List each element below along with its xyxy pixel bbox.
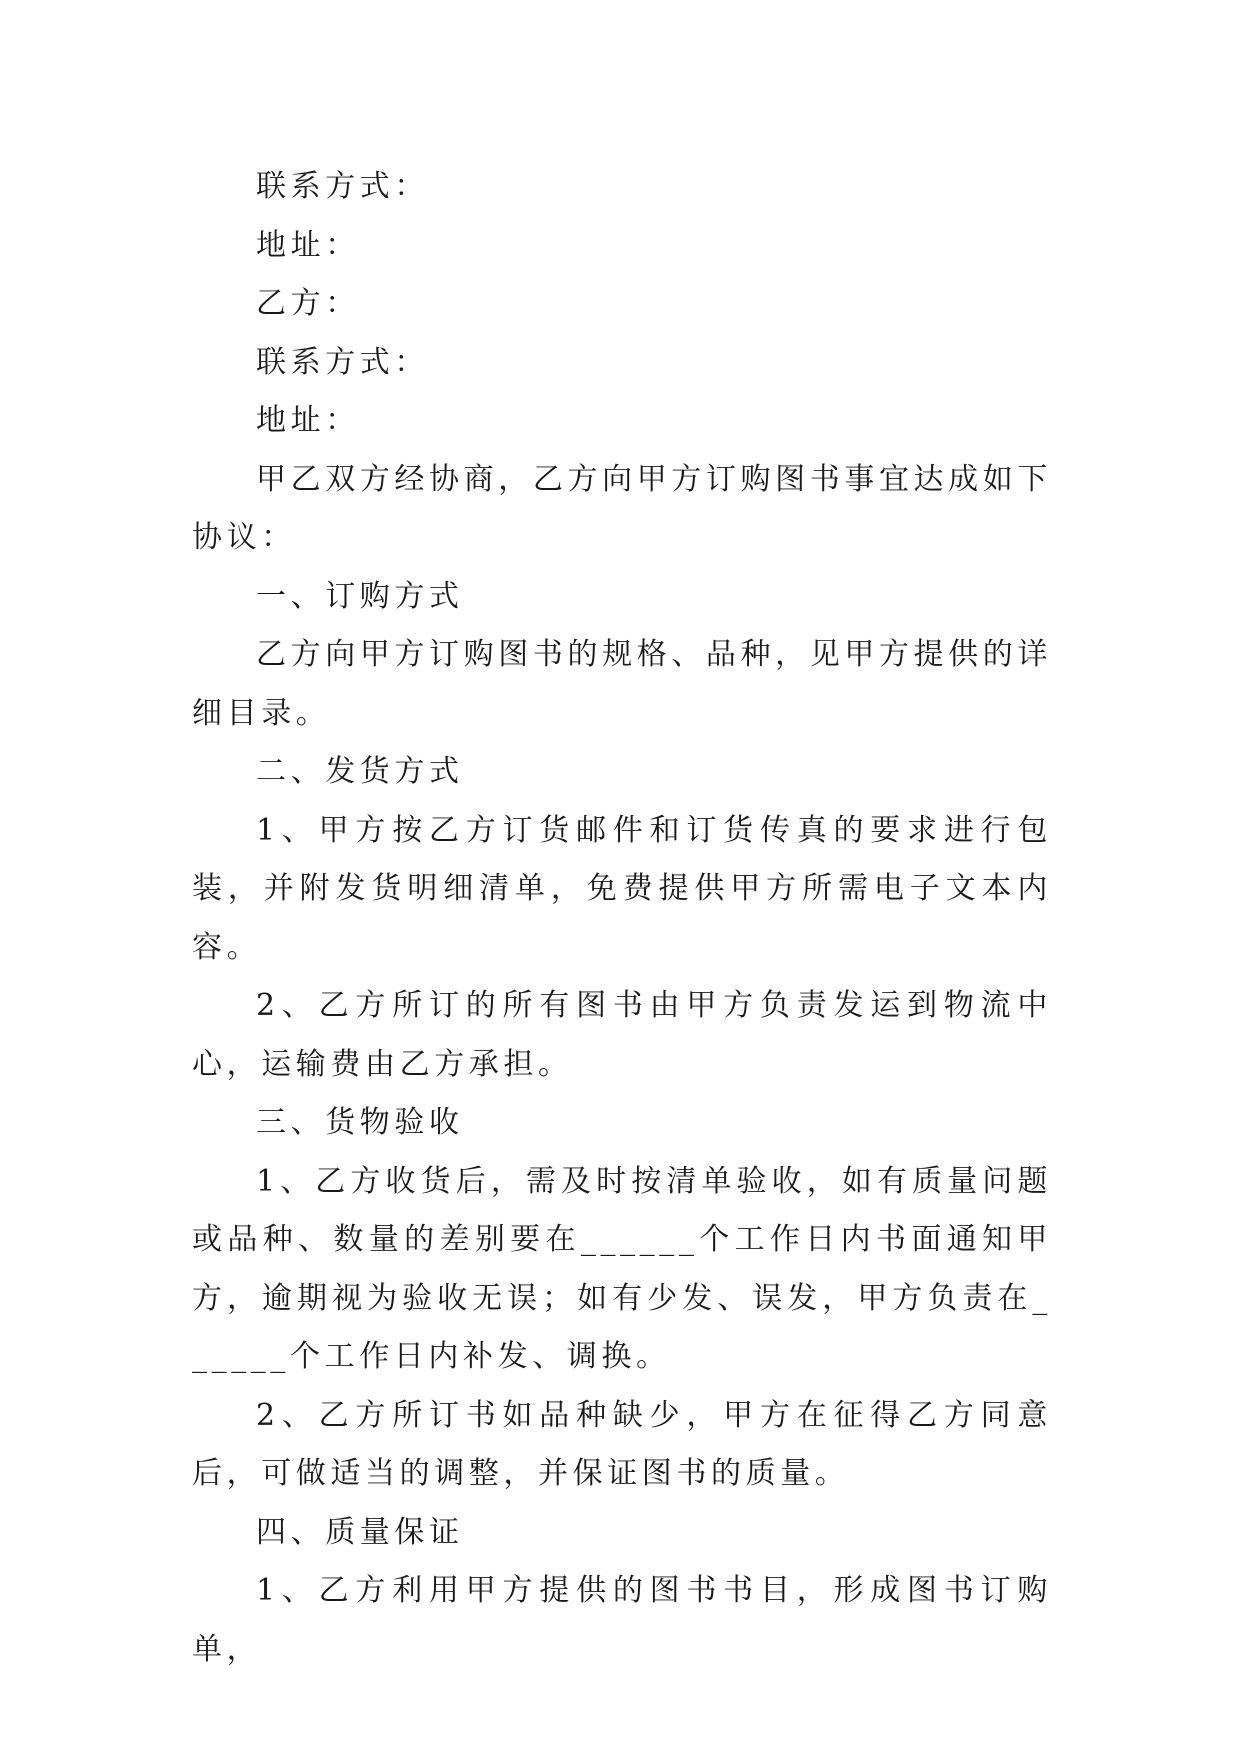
shipping-clause-1: 1、甲方按乙方订货邮件和订货传真的要求进行包装，并附发货明细清单，免费提供甲方所需电子文本内容。 [192,812,1052,965]
inspection-clause-2: 2、乙方所订书如品种缺少，甲方在征得乙方同意后，可做适当的调整，并保证图书的质量。 [192,1397,1052,1491]
shipping-clause-2: 2、乙方所订的所有图书由甲方负责发运到物流中心，运输费由乙方承担。 [192,988,1052,1082]
address-label-party-b: 地址： [256,403,360,438]
address-label-party-a: 地址： [256,227,360,263]
quality-clause-1: 1、乙方利用甲方提供的图书书目，形成图书订购单， [192,1573,1052,1667]
contact-label-party-b: 联系方式： [256,344,429,380]
order-method-paragraph: 乙方向甲方订购图书的规格、品种，见甲方提供的详细目录。 [192,637,1052,731]
section-heading-shipping-method: 二、发货方式 [256,754,464,789]
section-heading-order-method: 一、订购方式 [256,578,464,614]
inspection-clause-1: 1、乙方收货后，需及时按清单验收，如有质量问题或品种、数量的差别要在______个工作日内书面通知甲方，逾期视为验收无误；如有少发、误发，甲方负责在______个工作日内补发、调换。 [192,1163,1052,1374]
section-heading-inspection: 三、货物验收 [256,1105,464,1140]
agreement-intro: 甲乙双方经协商，乙方向甲方订购图书事宜达成如下协议： [192,461,1052,555]
contract-body [192,158,1052,1679]
section-heading-quality: 四、质量保证 [256,1514,464,1550]
party-b-label: 乙方： [256,286,360,321]
contact-label-party-a: 联系方式： [256,169,429,204]
